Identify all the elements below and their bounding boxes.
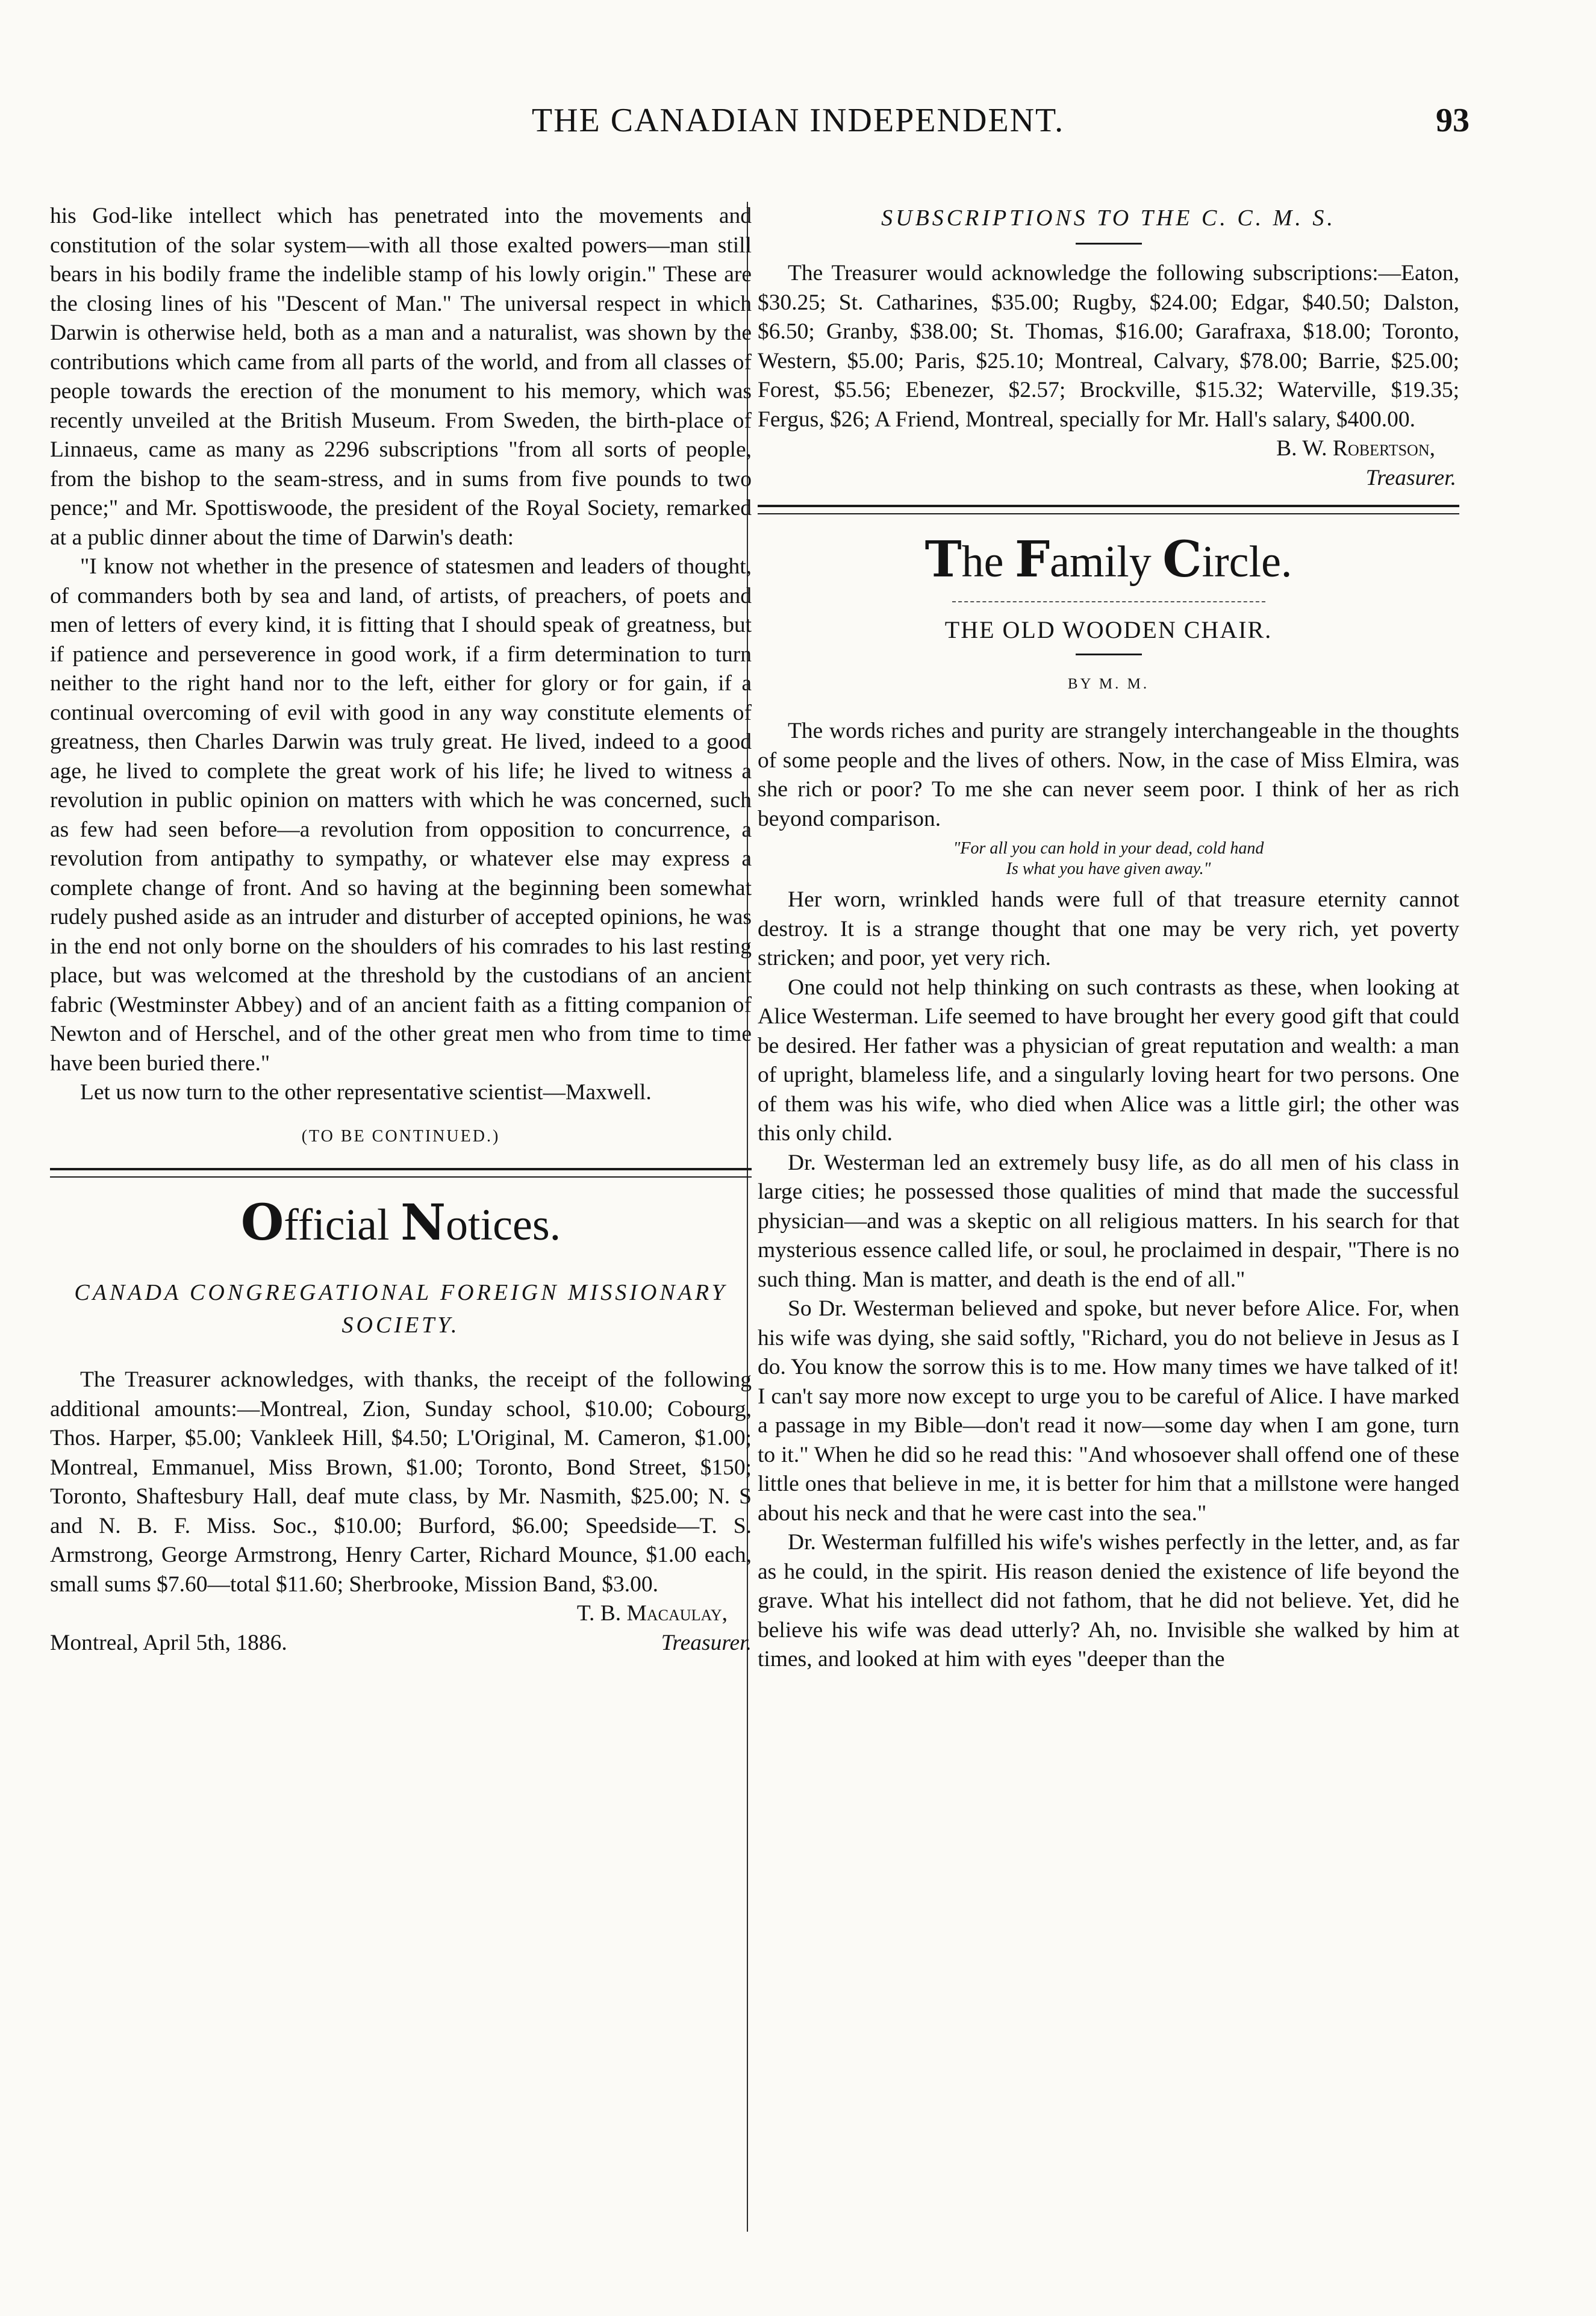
heading-initial-n: N (401, 1194, 446, 1252)
subscriptions-text: The Treasurer would acknowledge the following subscriptions:—Eaton, $30.25; St. Catharines, $35.00; Rugby, $24.00; Edgar, $40.50; Dalston, $6.50; Granby, $38.00; St. Thomas, $16.00; Garafraxa, $18.00; Toronto, Western, $5.00; Paris, $25.10; Montreal, Calvary, $78.00; Barrie, $25.00; Forest, $5.56; Ebenezer, $2.57; Brockville, $15.32; Waterville, $19.35; Fergus, $26; A Friend, Montreal, specially for Mr. Hall's salary, $400.00. (758, 261, 1459, 432)
heading-initial-o: O (240, 1194, 284, 1252)
heading-text-b: otices. (446, 1200, 561, 1250)
notice-date: Montreal, April 5th, 1886. (50, 1630, 287, 1655)
story-paragraph: One could not help thinking on such contrasts as these, when looking at Alice Westerman. Life seemed to have brought her every good gift that could be desired. Her father was a physician of great reputation and wealth: a man of upright, blameless life, and a singularly loving heart for two persons. One of them was his wife, who died when Alice was a little girl; the other was this only child. (758, 975, 1459, 1146)
page-number: 93 (1436, 102, 1470, 139)
notice-signatory-role: Treasurer. (661, 1630, 752, 1655)
to-be-continued: (TO BE CONTINUED.) (301, 1126, 500, 1146)
story-paragraph: Dr. Westerman led an extremely busy life, as do all men of his class in large cities; he possessed those qualities of mind that made the successful physician—and was a skeptic on all religious matters. In his search for that mysterious essence called life, or soul, he proclaimed in despair, "There is no such thing. Man is matter, and death is the end of all." (758, 1150, 1459, 1292)
section-divider (758, 505, 1459, 514)
subscriptions-signature: B. W. Robertson, (1276, 436, 1435, 461)
subscriptions-title: SUBSCRIPTIONS TO THE C. C. M. S. (881, 205, 1336, 231)
section-divider (50, 1168, 752, 1178)
official-notices-heading (50, 1196, 752, 1252)
notice-text: The Treasurer acknowledges, with thanks, the receipt of the following additional amounts:—Montreal, Zion, Sunday school, $10.00; Cobourg, Thos. Harper, $5.00; Vankleek Hill, $4.50; L'Original, M. Cameron, $1.00; Montreal, Emmanuel, Miss Brown, $1.00; Toronto, Bond Street, $150; Toronto, Shaftesbury Hall, deaf mute class, by Mr. Nasmith, $25.00; N. S and N. B. F. Miss. Soc., $10.00; Burford, $6.00; Speedside—T. S. Armstrong, George Armstrong, Henry Carter, Richard Mounce, $1.00 each, small sums $7.60—total $11.60; Sherbrooke, Mission Band, $3.00. (50, 1367, 752, 1597)
short-rule (1076, 654, 1142, 655)
notice-date-line (50, 1629, 752, 1658)
right-column (758, 202, 1459, 1675)
heading-text-b: amily (1050, 537, 1163, 587)
couplet-line-1: "For all you can hold in your dead, cold hand (953, 839, 1264, 858)
darwin-paragraph-1: his God-like intellect which has penetrated into the movements and constitution of the solar system—with all those exalted powers—man still bears in his bodily frame the indelible stamp of his lowly origin." These are the closing lines of his "Descent of Man." The universal respect in which Darwin is otherwise held, both as a man and a naturalist, was shown by the contributions which came from all parts of the world, and from all classes of people towards the erection of the monument to his memory, which was recently unveiled at the British Museum. From Sweden, the birth-place of Linnaeus, came as many as 2296 subscriptions "from all sorts of people, from the bishop to the seam-stress, and in sums from five pounds to two pence;" and Mr. Spottiswoode, the president of the Royal Society, remarked at a public dinner about the time of Darwin's death: (50, 204, 752, 550)
notice-signature: T. B. Macaulay, (576, 1601, 728, 1626)
dashed-separator (952, 601, 1265, 602)
short-rule (1076, 243, 1142, 245)
heading-text-a: he (961, 537, 1015, 587)
society-title: CANADA CONGREGATIONAL FOREIGN MISSIONARY SOCIETY. (74, 1280, 728, 1338)
heading-initial-t: T (924, 531, 962, 588)
heading-text-c: ircle. (1202, 537, 1292, 587)
story-paragraph: Her worn, wrinkled hands were full of that treasure eternity cannot destroy. It is a strange thought that one may be very rich, yet poverty stricken; and poor, yet very rich. (758, 887, 1459, 970)
story-paragraph: Dr. Westerman fulfilled his wife's wishes perfectly in the letter, and, as far as he could, in the spirit. His reason denied the existence of life beyond the grave. What his intellect did not fathom, that he did not believe. Yet, did he believe his wife was dead utterly? Ah, no. Invisible she walked by him at times, and looked at him with eyes "deeper than the (758, 1530, 1459, 1671)
story-title: THE OLD WOODEN CHAIR. (944, 616, 1273, 643)
story-couplet (758, 838, 1459, 879)
story-byline: BY M. M. (1067, 675, 1150, 692)
spottiswoode-quote: "I know not whether in the presence of statesmen and leaders of thought, of commanders both by sea and land, of artists, of preachers, of poets and men of letters of every kind, it is fitting that I should speak of greatness, but if patience and perseverence in good work, if a firm determination to turn neither to the right hand nor to the left, either for glory or for gain, if a continual overcoming of evil with good in any way constitute elements of greatness, then Charles Darwin was truly great. He lived, indeed to a good age, he lived to complete the great work of his life; he lived to witness a revolution in public opinion on matters with which he was concerned, such as few had seen before—a revolution from opposition to concurrence, a revolution from antipathy to sympathy, or whatever else may express a complete change of front. And so having at the beginning been somewhat rudely pushed aside as an intruder and disturber of accepted opinions, he was in the end not only borne on the shoulders of his comrades to his last resting place, but was welcomed at the threshold by the custodians of an ancient fabric (Westminster Abbey) and of an ancient faith as a fitting companion of Newton and of Herschel, and of the other great men who from time to time have been buried there." (50, 554, 752, 1076)
family-circle-heading (758, 532, 1459, 589)
left-column (50, 202, 752, 1658)
heading-initial-f: F (1014, 531, 1050, 588)
subscriptions-signatory-role: Treasurer. (1365, 465, 1456, 490)
page-header (0, 101, 1596, 173)
heading-initial-c: C (1162, 531, 1202, 588)
maxwell-paragraph: Let us now turn to the other representative scientist—Maxwell. (80, 1080, 652, 1105)
story-paragraph: So Dr. Westerman believed and spoke, but never before Alice. For, when his wife was dying, she said softly, "Richard, you do not believe in Jesus as I do. You know the sorrow this is to me. How many times we have talked of it! I can't say more now except to urge you to be careful of Alice. I have marked a passage in my Bible—don't read it now—some day when I am gone, turn to it." When he did so he read this: "And whosoever shall offend one of these little ones that believe in me, it is better for him that a millstone were hanged about his neck and that he were cast into the sea." (758, 1296, 1459, 1526)
heading-text-a: fficial (284, 1200, 401, 1250)
couplet-line-2: Is what you have given away." (1006, 860, 1211, 878)
story-paragraph-1: The words riches and purity are strangely interchangeable in the thoughts of some people and the lives of others. Now, in the case of Miss Elmira, was she rich or poor? To me she can never seem poor. I think of her as rich beyond comparison. (758, 719, 1459, 831)
running-title: THE CANADIAN INDEPENDENT. (531, 102, 1065, 139)
